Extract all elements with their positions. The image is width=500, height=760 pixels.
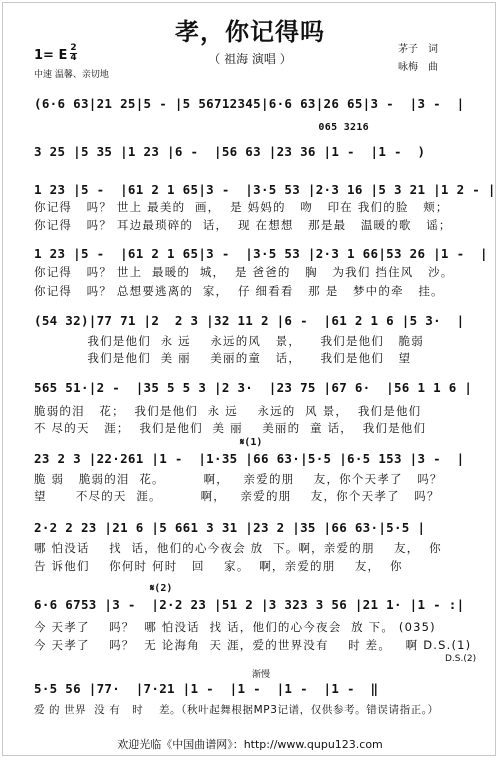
notation-line: 1 23 |5 - |61 2 1 65|3 - |3·5 53 |2·3 16 |5 3 21 |1 2 - | [34, 182, 496, 197]
lyric-line: 你记得 吗？ 世上 最美的 画， 是 妈妈的 吻 印在 我们的脸 颊； [34, 200, 449, 214]
song-title: 孝，你记得吗 [175, 18, 325, 46]
lyric-line: 爱 的 世界 没 有 时 差。（秋叶起舞根据MP3记谱，仅供参考。错误请指正。） [34, 704, 439, 716]
time-bottom: 4 [70, 53, 77, 63]
lyric-line: 我们是他们 永 远 永远的风 景， 我们是他们 脆弱 [34, 334, 424, 348]
notation-line: (54 32)|77 71 |2 2 3 |32 11 2 |6 - |61 2 1 6 |5 3· | [34, 313, 465, 328]
lyricist-credit: 茅子 词 [398, 44, 438, 55]
lyric-line: 不 尽的天 涯； 我们是他们 美 丽 美丽的 童 话， 我们是他们 [34, 421, 427, 435]
ds-2-mark: D.S.(2) [445, 654, 477, 664]
lyric-line: 哪 怕没话 找 话，他们的心今夜会 放 下。啊，亲爱的朋 友， 你 [34, 541, 442, 555]
time-top: 2 [70, 43, 77, 53]
lyric-line: 你记得 吗？ 总想要逃离的 家， 仔 细看看 那 是 梦中的牵 挂。 [34, 284, 444, 298]
notation-line: (6·6 63|21 25|5 - |5 56712345|6·6 63|26 65|3 - |3 - | [34, 96, 465, 111]
lyric-line: 我们是他们 美 丽 美丽的童 话， 我们是他们 望 [34, 351, 412, 365]
lyric-line: 告 诉他们 你何时 何时 回 家。 啊，亲爱的朋 友， 你 [34, 559, 403, 573]
tempo-marking: 中速 温馨、亲切地 [34, 70, 109, 80]
lyric-line: 今 天孝了 吗？ 哪 怕没话 找 话，他们的心今夜会 放 下。 (035) [34, 620, 436, 634]
lyric-line: 今 天孝了 吗？ 无 论海角 天 涯，爱的世界没有 时 差。 啊 D.S.(1) [34, 638, 472, 652]
lyric-line: 脆弱的泪 花； 我们是他们 永 远 永远的 风 景， 我们是他们 [34, 404, 422, 418]
notation-line: 3 25 |5 35 |1 23 |6 - |56 63 |23 36 |1 - |1 - ) [34, 144, 426, 159]
notation-line: 565 51·|2 - |35 5 5 3 |2 3· |23 75 |67 6· |56 1 1 6 | [34, 380, 473, 395]
notation-line: 065 3216 [34, 122, 369, 133]
segno-2: 𝄋(2) [150, 583, 173, 594]
lyric-line: 你记得 吗？ 世上 最暖的 城， 是 爸爸的 胸 为我们 挡住风 沙。 [34, 265, 454, 279]
lyric-line: 你记得 吗？ 耳边最琐碎的 话， 现 在想想 那是最 温暖的歌 谣； [34, 218, 452, 232]
notation-line: 23 2 3 |22·261 |1 - |1·35 |66 63·|5·5 |6·5 153 |3 - | [34, 451, 465, 466]
composer-credit: 咏梅 曲 [398, 62, 438, 73]
notation-line: 1 23 |5 - |61 2 1 65|3 - |3·5 53 |2·3 1 66|53 26 |1 - | [34, 246, 488, 261]
notation-line: 2·2 2 23 |21 6 |5 661 3 31 |23 2 |35 |66 63·|5·5 | [34, 520, 426, 535]
segno-1: 𝄋(1) [240, 437, 263, 448]
lyric-line: 脆 弱 脆弱的泪 花。 啊， 亲爱的朋 友，你个天孝了 吗？ [34, 472, 443, 486]
notation-line: 5·5 56 |77· |7·21 |1 - |1 - |1 - |1 - ‖ [34, 681, 379, 696]
ritardando-mark: 渐慢 [252, 670, 271, 680]
key-signature: 1= E [34, 48, 68, 63]
lyric-line: 望 不尽的天 涯。 啊， 亲爱的朋 友，你个天孝了 吗？ [34, 489, 440, 503]
notation-line: 6·6 6753 |3 - |2·2 23 |51 2 |3 323 3 56 |21 1· |1 - :| [34, 597, 465, 612]
performer-subtitle: （ 祖海 演唱 ） [208, 52, 292, 66]
time-signature [70, 44, 77, 63]
footer-credit: 欢迎光临《中国曲谱网》：http://www.qupu123.com [117, 738, 383, 751]
